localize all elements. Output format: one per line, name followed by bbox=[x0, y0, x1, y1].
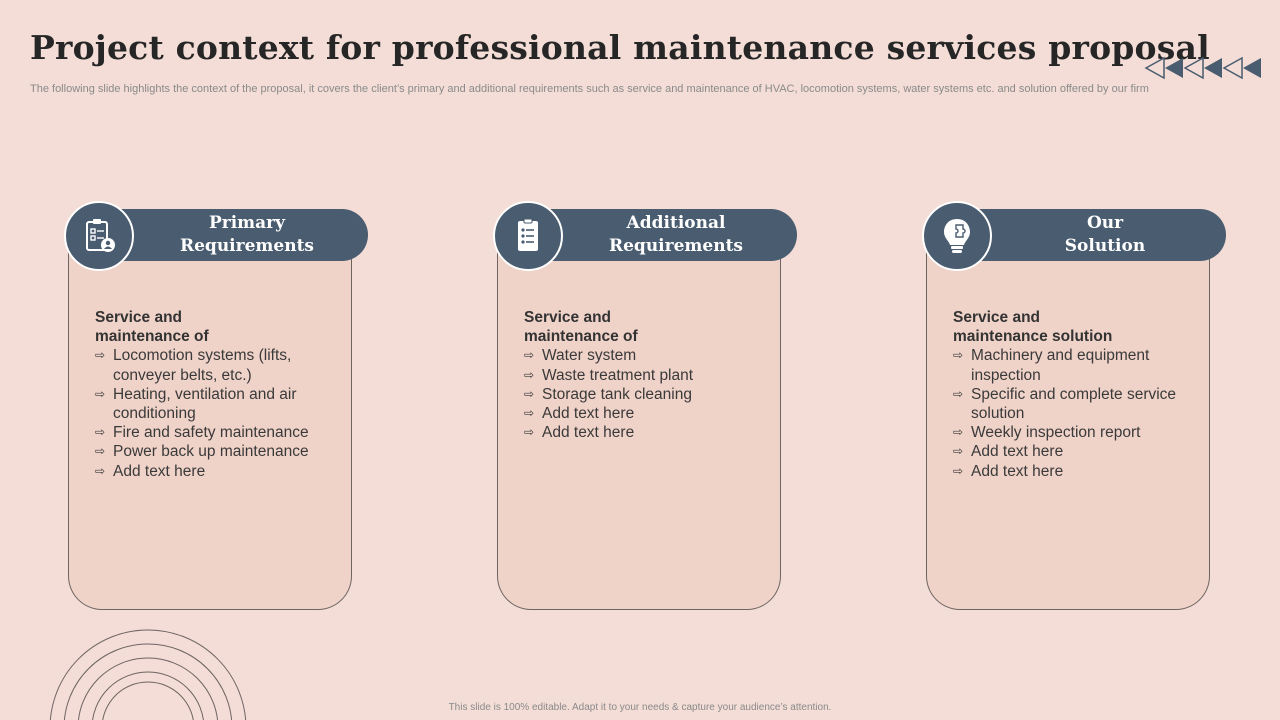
list-item-text: Add text here bbox=[542, 405, 635, 423]
requirements-list bbox=[524, 346, 764, 442]
list-item bbox=[953, 462, 1193, 481]
card-header-line1: Our bbox=[1086, 213, 1124, 233]
list-item bbox=[95, 385, 335, 423]
arrow-right-icon: ⇨ bbox=[953, 463, 964, 478]
card-heading bbox=[95, 308, 335, 346]
card-heading-line2: maintenance solution bbox=[953, 328, 1113, 346]
arrow-right-icon: ⇨ bbox=[95, 444, 106, 459]
decorative-arrows-icon bbox=[1144, 55, 1264, 81]
arrow-right-icon: ⇨ bbox=[953, 348, 964, 363]
requirements-list bbox=[95, 346, 335, 480]
list-item-text: Locomotion systems (lifts, conveyer belts, etc.) bbox=[113, 347, 292, 384]
card-header-line2: Solution bbox=[1064, 236, 1146, 256]
card-header-line1: Primary bbox=[208, 213, 286, 233]
list-item bbox=[953, 442, 1193, 461]
list-item bbox=[95, 442, 335, 461]
card-heading-line1: Service and bbox=[524, 309, 612, 326]
list-item-text: Power back up maintenance bbox=[113, 443, 309, 461]
arrow-right-icon: ⇨ bbox=[524, 367, 535, 382]
card-header-line2: Requirements bbox=[608, 236, 743, 256]
checklist-icon bbox=[493, 201, 563, 271]
list-item bbox=[524, 366, 764, 385]
arrow-right-icon: ⇨ bbox=[95, 386, 106, 401]
solution-list bbox=[953, 346, 1193, 480]
list-item-text: Heating, ventilation and air conditioning bbox=[113, 385, 297, 423]
card-heading bbox=[524, 308, 764, 346]
list-item-text: Waste treatment plant bbox=[542, 366, 694, 384]
list-item bbox=[95, 346, 335, 384]
arrow-right-icon: ⇨ bbox=[953, 444, 964, 459]
slide-footer: This slide is 100% editable. Adapt it to your needs & capture your audience’s attention. bbox=[448, 702, 832, 713]
arrow-right-icon: ⇨ bbox=[524, 386, 535, 401]
arrow-right-icon: ⇨ bbox=[95, 463, 106, 478]
clipboard-user-icon bbox=[64, 201, 134, 271]
list-item bbox=[95, 423, 335, 442]
list-item-text: Fire and safety maintenance bbox=[113, 424, 309, 442]
card-heading bbox=[953, 308, 1193, 346]
card-heading-line1: Service and bbox=[95, 309, 183, 326]
list-item-text: Specific and complete service solution bbox=[971, 385, 1177, 423]
card-content-solution bbox=[953, 308, 1193, 481]
arrow-right-icon: ⇨ bbox=[524, 425, 535, 440]
card-content-additional bbox=[524, 308, 764, 442]
list-item-text: Water system bbox=[542, 347, 637, 365]
list-item bbox=[953, 385, 1193, 423]
list-item bbox=[953, 346, 1193, 384]
arrow-right-icon: ⇨ bbox=[953, 425, 964, 440]
arrow-right-icon: ⇨ bbox=[95, 425, 106, 440]
arrow-right-icon: ⇨ bbox=[95, 348, 106, 363]
card-heading-line2: maintenance of bbox=[524, 328, 638, 346]
slide-title: Project context for professional maintenance services proposal bbox=[30, 28, 1210, 67]
card-heading-line1: Service and bbox=[953, 309, 1041, 326]
lightbulb-puzzle-icon bbox=[922, 201, 992, 271]
list-item bbox=[95, 462, 335, 481]
list-item-text: Add text here bbox=[542, 424, 635, 442]
list-item bbox=[524, 385, 764, 404]
list-item bbox=[524, 404, 764, 423]
arrow-right-icon: ⇨ bbox=[524, 406, 535, 421]
list-item-text: Weekly inspection report bbox=[971, 424, 1141, 442]
card-content-primary bbox=[95, 308, 335, 481]
arrow-right-icon: ⇨ bbox=[953, 386, 964, 401]
card-header-line2: Requirements bbox=[179, 236, 314, 256]
list-item-text: Add text here bbox=[971, 462, 1064, 480]
arrow-right-icon: ⇨ bbox=[524, 348, 535, 363]
list-item bbox=[524, 346, 764, 365]
card-header-line1: Additional bbox=[626, 213, 726, 233]
list-item-text: Add text here bbox=[113, 462, 206, 480]
list-item-text: Storage tank cleaning bbox=[542, 385, 692, 403]
list-item bbox=[524, 423, 764, 442]
slide-subtitle: The following slide highlights the context of the proposal, it covers the client’s primary and additional requirements such as service and maintenance of HVAC, locomotion systems, water systems etc. and solution offered by our firm bbox=[30, 83, 1149, 95]
list-item bbox=[953, 423, 1193, 442]
list-item-text: Machinery and equipment inspection bbox=[971, 347, 1150, 384]
card-heading-line2: maintenance of bbox=[95, 328, 209, 346]
list-item-text: Add text here bbox=[971, 443, 1064, 461]
